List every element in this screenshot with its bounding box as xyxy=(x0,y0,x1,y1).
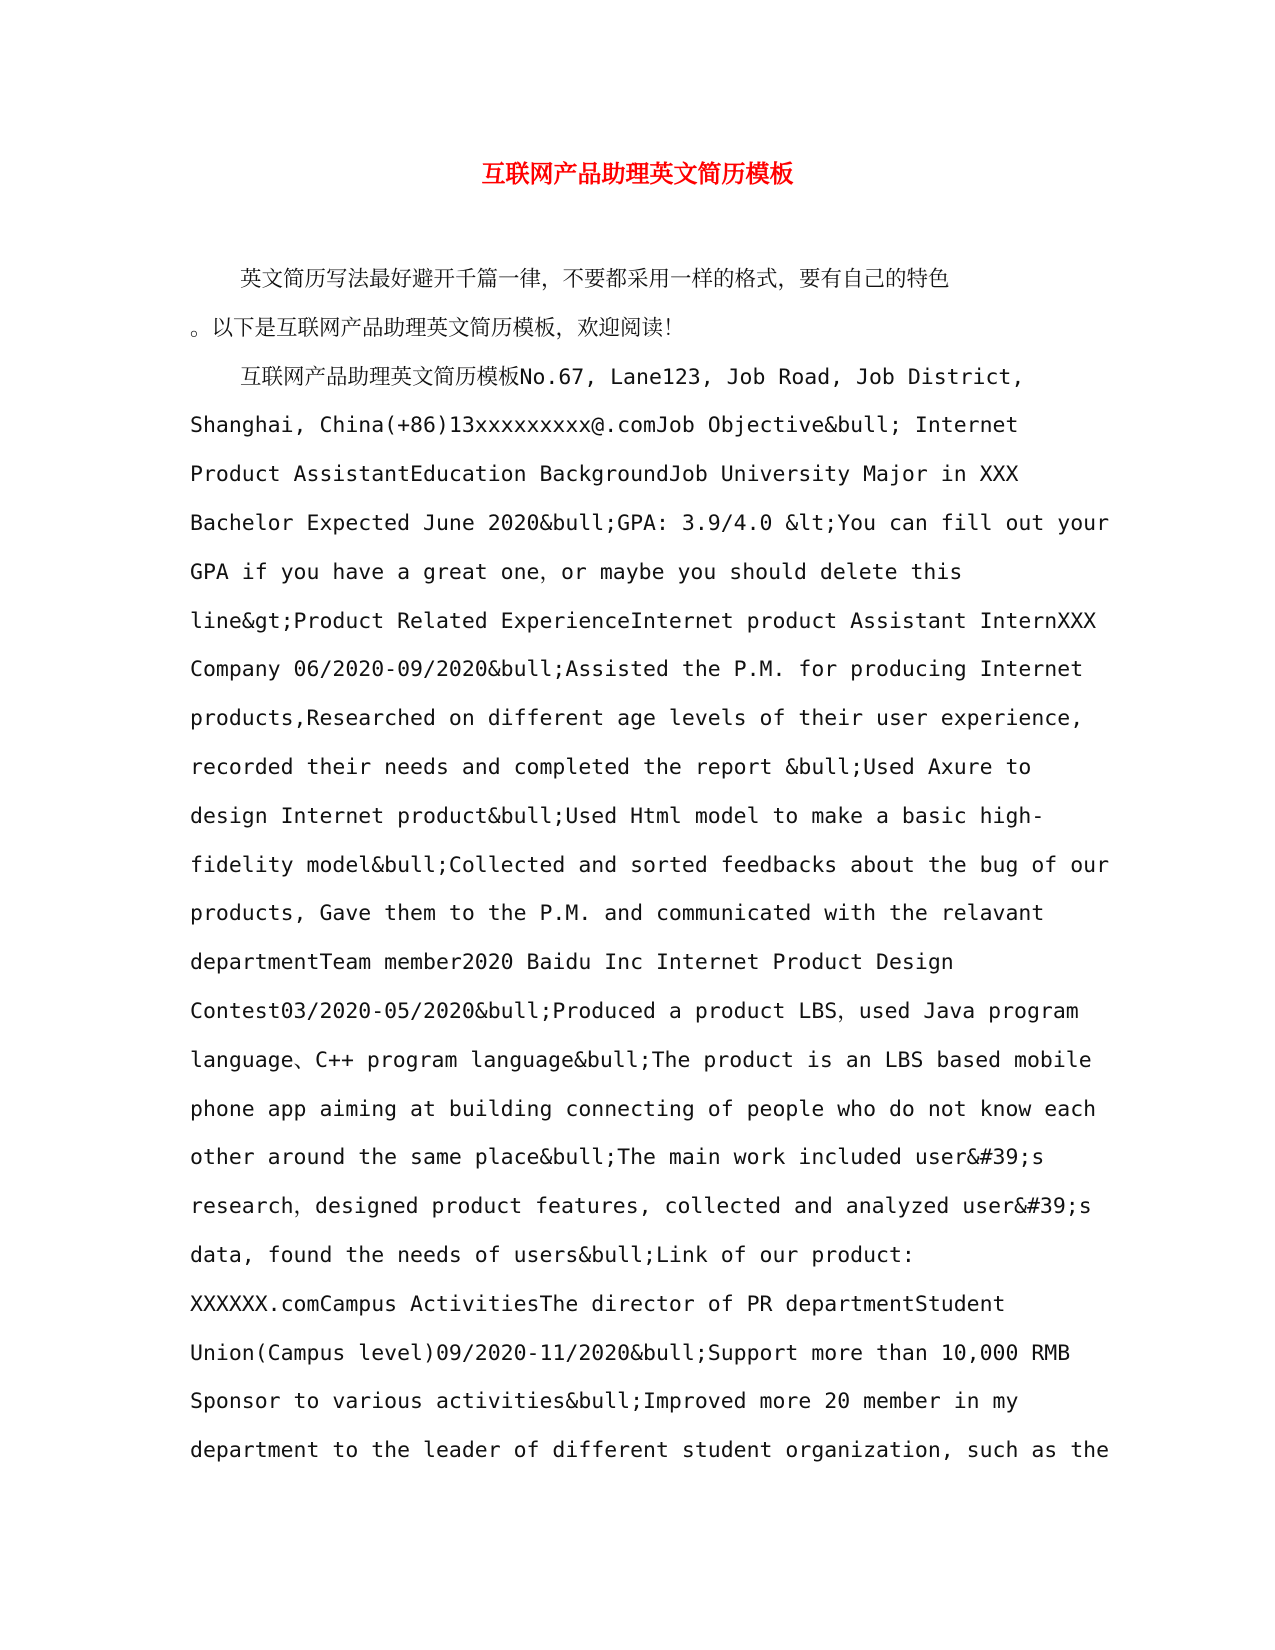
body-line: GPA if you have a great one，or maybe you should delete this xyxy=(190,559,963,585)
body-line: Shanghai, China(+86)13xxxxxxxxx@.comJob Objective&bull; Internet xyxy=(190,413,1019,439)
body-line: XXXXXX.comCampus ActivitiesThe director of PR departmentStudent xyxy=(190,1291,1006,1317)
body-line: research，designed product features, collected and analyzed user&#39;s xyxy=(190,1194,1092,1220)
body-line: other around the same place&bull;The main work included user&#39;s xyxy=(190,1145,1045,1171)
body-line: Product AssistantEducation BackgroundJob University Major in XXX xyxy=(190,462,1019,488)
body-line: products,Researched on different age levels of their user experience, xyxy=(190,706,1084,732)
body-line: department to the leader of different student organization, such as the xyxy=(190,1438,1110,1464)
body-line: line&gt;Product Related ExperienceInternet product Assistant InternXXX xyxy=(190,608,1097,634)
body-line: products, Gave them to the P.M. and communicated with the relavant xyxy=(190,901,1045,927)
body-line: departmentTeam member2020 Baidu Inc Internet Product Design xyxy=(190,950,954,976)
body-line: language、C++ program language&bull;The product is an LBS based mobile xyxy=(190,1047,1092,1073)
body-line: Union(Campus level)09/2020-11/2020&bull;Support more than 10,000 RMB xyxy=(190,1340,1071,1366)
body-line: recorded their needs and completed the report &bull;Used Axure to xyxy=(190,754,1032,780)
body-line: data, found the needs of users&bull;Link of our product: xyxy=(190,1242,915,1268)
body-line: design Internet product&bull;Used Html model to make a basic high- xyxy=(190,803,1045,829)
body-line: fidelity model&bull;Collected and sorted feedbacks about the bug of our xyxy=(190,852,1110,878)
body-line: 互联网产品助理英文简历模板No.67, Lane123, Job Road, Job District, xyxy=(240,364,1025,390)
body-line: Company 06/2020-09/2020&bull;Assisted the P.M. for producing Internet xyxy=(190,657,1084,683)
body-line: Contest03/2020-05/2020&bull;Produced a product LBS，used Java program xyxy=(190,998,1079,1024)
body-line: 英文简历写法最好避开千篇一律，不要都采用一样的格式，要有自己的特色 xyxy=(240,267,950,292)
body-line: phone app aiming at building connecting of people who do not know each xyxy=(190,1096,1097,1122)
body-line: Bachelor Expected June 2020&bull;GPA: 3.9/4.0 &lt;You can fill out your xyxy=(190,510,1110,536)
document-body xyxy=(190,256,1110,1476)
body-line: 。以下是互联网产品助理英文简历模板，欢迎阅读！ xyxy=(190,315,685,341)
body-line: Sponsor to various activities&bull;Improved more 20 member in my xyxy=(190,1389,1019,1415)
document-title: 互联网产品助理英文简历模板 xyxy=(481,159,794,188)
